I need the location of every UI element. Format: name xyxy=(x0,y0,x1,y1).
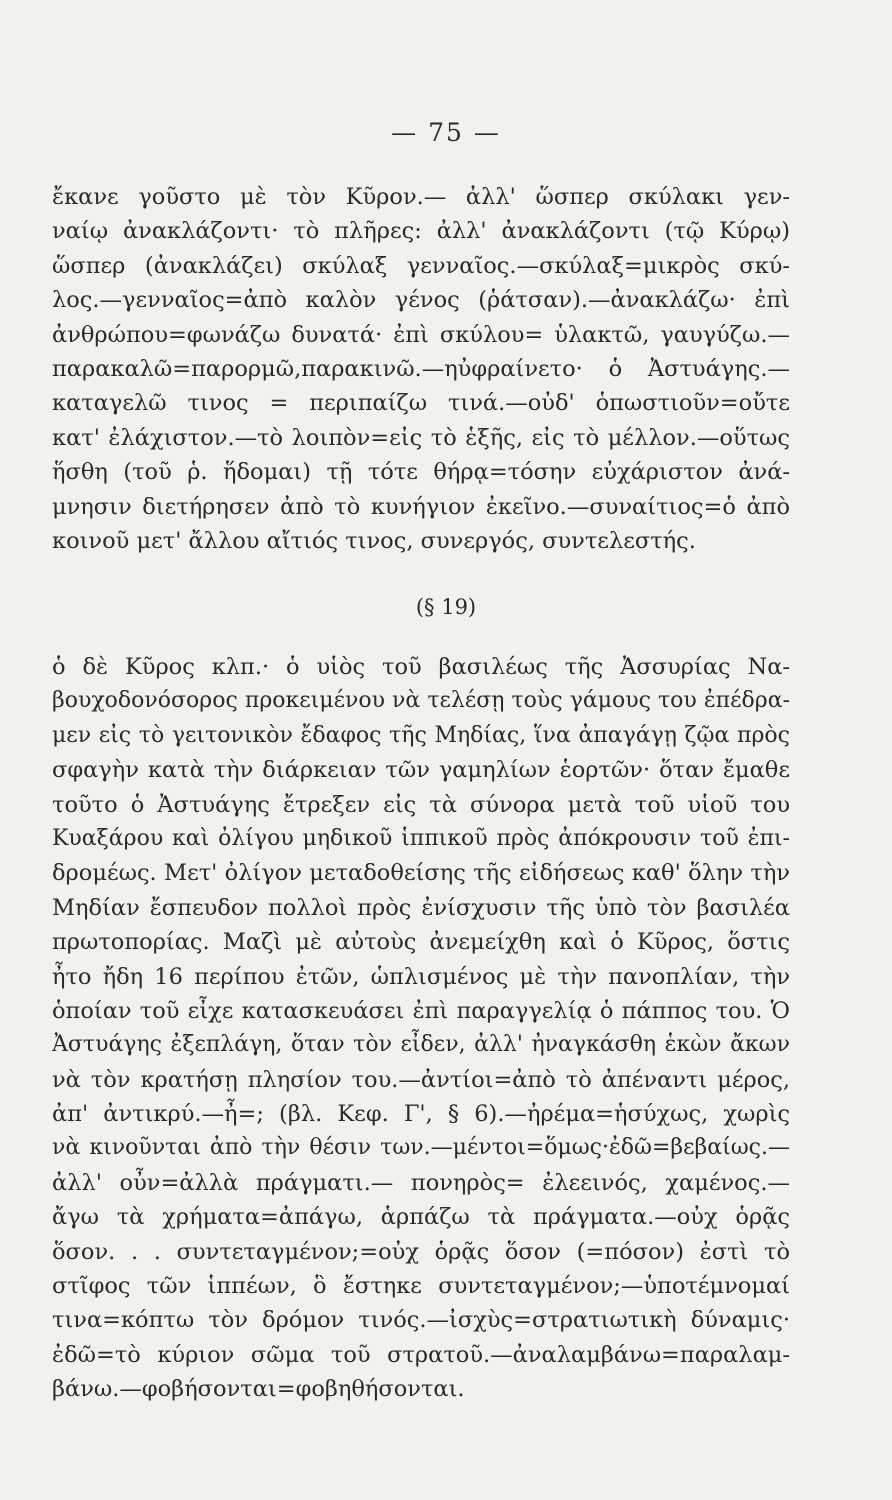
text-line: μνησιν διετήρησεν ἀπὸ τὸ κυνήγιον ἐκεῖνο.—συναίτιος=ὁ ἀπὸ xyxy=(52,493,790,520)
text-line: μεν εἰς τὸ γειτονικὸν ἔδαφος τῆς Μηδίας, ἵνα ἀπαγάγῃ ζῷα πρὸς xyxy=(52,722,790,748)
text-line: νὰ κινοῦνται ἀπὸ τὴν θέσιν των.—μέντοι=ὅμως·ἐδῶ=βεβαίως.— xyxy=(52,1135,790,1161)
text-line: ἥσθη (τοῦ ῥ. ἥδομαι) τῇ τότε θήρᾳ=τόσην εὐχάριστον ἀνά- xyxy=(52,459,790,486)
page-number: — 75 — xyxy=(391,118,501,147)
text-line: στῖφος τῶν ἱππέων, ὃ ἔστηκε συντεταγμένον;—ὑποτέμνομαί xyxy=(52,1273,790,1300)
commentary-block-1 xyxy=(52,180,790,558)
text-line: σφαγὴν κατὰ τὴν διάρκειαν τῶν γαμηλίων ἑορτῶν· ὅταν ἔμαθε xyxy=(52,757,790,784)
text-line: βάνω.—φοβήσονται=φοβηθήσονται. xyxy=(52,1376,465,1403)
text-line: πρωτοπορίας. Μαζὶ μὲ αὐτοὺς ἀνεμείχθη καὶ ὁ Κῦρος, ὅστις xyxy=(52,929,790,956)
text-line: βουχοδονόσορος προκειμένου νὰ τελέσῃ τοὺς γάμους του ἐπέδρα- xyxy=(52,688,790,714)
section-heading: (§ 19) xyxy=(415,595,477,619)
text-line: ναίῳ ἀνακλάζοντι· τὸ πλῆρες: ἀλλ' ἀνακλάζοντι (τῷ Κύρῳ) xyxy=(52,218,790,245)
text-line: Ἀστυάγης ἐξεπλάγη, ὅταν τὸν εἶδεν, ἀλλ' ἠναγκάσθη ἑκὼν ἄκων xyxy=(52,1032,790,1058)
text-line: λος.—γενναῖος=ἀπὸ καλὸν γένος (ῥάτσαν).—ἀνακλάζω· ἐπὶ xyxy=(52,287,790,314)
text-line: ἀπ' ἀντικρύ.—ἦ=; (βλ. Κεφ. Γ', § 6).—ἠρέμα=ἡσύχως, χωρὶς xyxy=(52,1101,790,1128)
text-line: καταγελῶ τινος = περιπαίζω τινά.—οὐδ' ὁπωστιοῦν=οὔτε xyxy=(52,390,790,417)
text-line: νὰ τὸν κρατήσῃ πλησίον του.—ἀντίοι=ἀπὸ τὸ ἀπέναντι μέρος, xyxy=(52,1066,790,1093)
text-line: ἐδῶ=τὸ κύριον σῶμα τοῦ στρατοῦ.—ἀναλαμβάνω=παραλαμ- xyxy=(52,1341,790,1368)
text-line: ὁποίαν τοῦ εἶχε κατασκευάσει ἐπὶ παραγγελίᾳ ὁ πάππος του. Ὁ xyxy=(52,997,790,1024)
text-line: Κυαξάρου καὶ ὀλίγου μηδικοῦ ἱππικοῦ πρὸς ἀπόκρουσιν τοῦ ἐπι- xyxy=(52,825,790,851)
text-line: κοινοῦ μετ' ἄλλου αἴτιός τινος, συνεργός, συντελεστής. xyxy=(52,527,696,554)
text-line: ἄγω τὰ χρήματα=ἀπάγω, ἁρπάζω τὰ πράγματα.—οὐχ ὁρᾷς xyxy=(52,1204,790,1231)
text-line: ἔκανε γοῦστο μὲ τὸν Κῦρον.— ἀλλ' ὥσπερ σκύλακι γεν- xyxy=(52,184,790,210)
commentary-block-2 xyxy=(52,650,790,1407)
text-line: ὁ δὲ Κῦρος κλπ.· ὁ υἱὸς τοῦ βασιλέως τῆς Ἀσσυρίας Να- xyxy=(52,654,790,680)
text-line: τοῦτο ὁ Ἀστυάγης ἔτρεξεν εἰς τὰ σύνορα μετὰ τοῦ υἱοῦ του xyxy=(52,791,790,818)
text-line: τινα=κόπτω τὸν δρόμον τινός.—ἰσχὺς=στρατιωτικὴ δύναμις· xyxy=(52,1307,790,1334)
text-line: Μηδίαν ἔσπευδον πολλοὶ πρὸς ἐνίσχυσιν τῆς ὑπὸ τὸν βασιλέα xyxy=(52,894,790,921)
text-line: ἦτο ἤδη 16 περίπου ἐτῶν, ὡπλισμένος μὲ τὴν πανοπλίαν, τὴν xyxy=(52,963,790,990)
text-line: ὥσπερ (ἀνακλάζει) σκύλαξ γενναῖος.—σκύλαξ=μικρὸς σκύ- xyxy=(52,252,790,279)
text-line: κατ' ἐλάχιστον.—τὸ λοιπὸν=εἰς τὸ ἑξῆς, εἰς τὸ μέλλον.—οὕτως xyxy=(52,424,790,451)
text-line: ἀλλ' οὖν=ἀλλὰ πράγματι.— πονηρὸς= ἐλεεινός, χαμένος.— xyxy=(52,1169,790,1196)
text-line: δρομέως. Μετ' ὀλίγον μεταδοθείσης τῆς εἰδήσεως καθ' ὅλην τὴν xyxy=(52,860,790,887)
text-line: ὅσον. . . συντεταγμένον;=οὐχ ὁρᾷς ὅσον (=πόσον) ἐστὶ τὸ xyxy=(52,1238,790,1265)
text-line: παρακαλῶ=παρορμῶ,παρακινῶ.—ηὐφραίνετο· ὁ Ἀστυάγης.— xyxy=(52,355,790,382)
text-line: ἀνθρώπου=φωνάζω δυνατά· ἐπὶ σκύλου= ὑλακτῶ, γαυγύζω.— xyxy=(52,321,790,348)
